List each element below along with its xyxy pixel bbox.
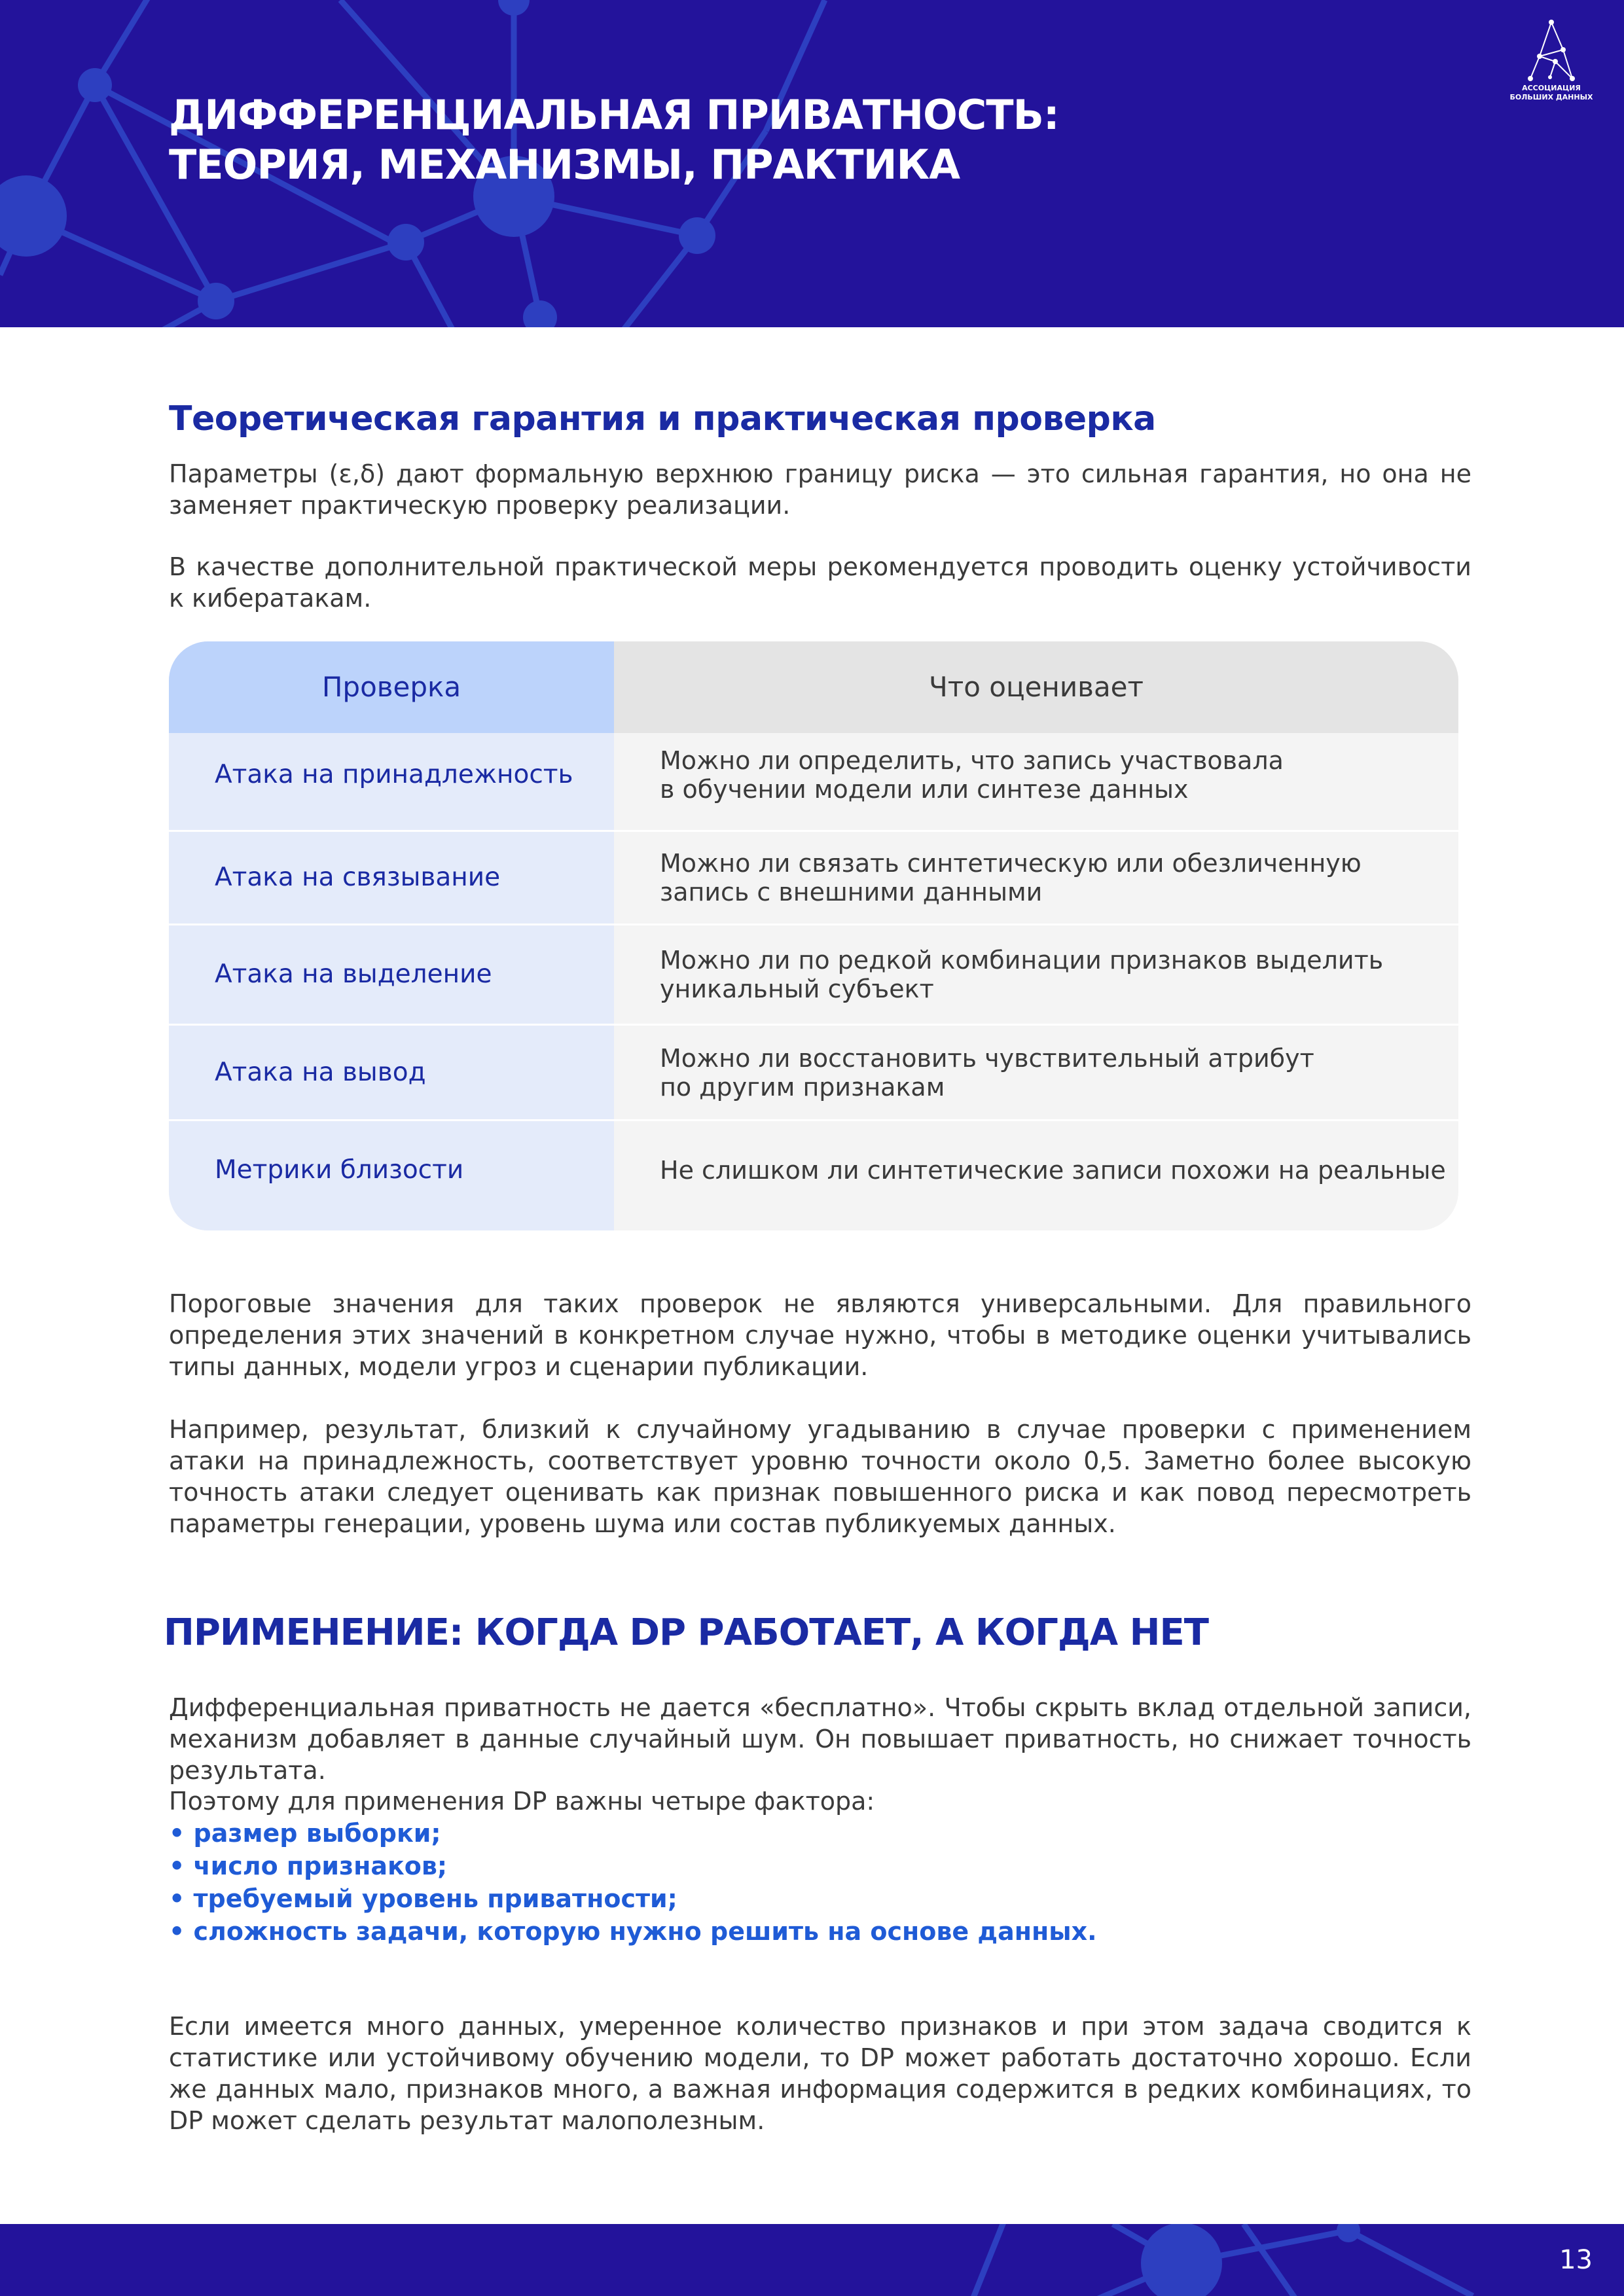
paragraph-example: Например, результат, близкий к случайному угадыванию в случае проверки с применением атаки на принадлежность, соответствует уровню точности около 0,5. Заметно более высокую точность атаки следует оценивать как признак повышенного риска и как повод пересмотреть параметры генерации, уровень шума или состав публикуемых данных. xyxy=(169,1415,1471,1538)
table-row xyxy=(169,832,1458,924)
constellation-logo-icon xyxy=(1525,18,1578,84)
paragraph-recommendation: В качестве дополнительной практической меры рекомендуется проводить оценку устойчивости к кибератакам. xyxy=(169,552,1471,613)
page-title-line-1: ДИФФЕРЕНЦИАЛЬНАЯ ПРИВАТНОСТЬ: xyxy=(169,91,1059,139)
page-title xyxy=(169,90,1059,190)
paragraph-thresholds: Пороговые значения для таких проверок не являются универсальными. Для правильного определения этих значений в конкретном случае нужно, чтобы в методике оценки учитывались типы данных, модели угроз и сценарии публикации. xyxy=(169,1289,1471,1381)
check-name: Атака на вывод xyxy=(215,1057,426,1087)
check-description xyxy=(660,832,1445,924)
check-name: Метрики близости xyxy=(215,1155,464,1185)
page-title-line-2: ТЕОРИЯ, МЕХАНИЗМЫ, ПРАКТИКА xyxy=(169,141,960,188)
section-heading-guarantee: Теоретическая гарантия и практическая проверка xyxy=(169,399,1156,439)
paragraph-conclusion: Если имеется много данных, умеренное количество признаков и при этом задача сводится к статистике или устойчивому обучению модели, то DP может работать достаточно хорошо. Если же данных мало, признаков много, а важная информация содержится в редких комбинациях, то DP может сделать результат малополезным. xyxy=(169,2012,1471,2135)
check-name: Атака на выделение xyxy=(215,960,492,989)
check-description xyxy=(660,1121,1445,1219)
section-heading-application: ПРИМЕНЕНИЕ: КОГДА DP РАБОТАЕТ, А КОГДА НЕТ xyxy=(164,1611,1208,1654)
logo-text-line-1: АССОЦИАЦИЯ xyxy=(1522,84,1581,92)
table-row xyxy=(169,1026,1458,1119)
check-name: Атака на связывание xyxy=(215,863,501,892)
check-description xyxy=(660,925,1445,1024)
list-item: • требуемый уровень приватности; xyxy=(169,1884,677,1913)
association-logo xyxy=(1499,18,1604,110)
page-number: 13 xyxy=(1559,2245,1593,2275)
list-item: • сложность задачи, которую нужно решить на основе данных. xyxy=(169,1917,1097,1946)
list-intro: Поэтому для применения DP важны четыре фактора: xyxy=(169,1787,875,1816)
check-description-line: Можно ли восстановить чувствительный атрибут xyxy=(660,1043,1314,1073)
check-description-line: Не слишком ли синтетические записи похожи на реальные xyxy=(660,1156,1446,1185)
check-description xyxy=(660,733,1445,817)
logo-text-line-2: БОЛЬШИХ ДАННЫХ xyxy=(1509,93,1593,101)
table-row xyxy=(169,733,1458,817)
check-name: Атака на принадлежность xyxy=(215,760,573,789)
table-row xyxy=(169,1121,1458,1219)
check-description-line: в обучении модели или синтезе данных xyxy=(660,775,1189,804)
footer-banner xyxy=(0,2224,1624,2296)
check-description-line: Можно ли определить, что запись участвовала xyxy=(660,746,1284,775)
paragraph-parameters: Параметры (ε,δ) дают формальную верхнюю границу риска — это сильная гарантия, но она не заменяет практическую проверку реализации. xyxy=(169,459,1471,520)
attack-checks-table xyxy=(169,641,1458,1230)
logo-text xyxy=(1499,84,1604,102)
list-item: • размер выборки; xyxy=(169,1819,441,1848)
check-description-line: запись с внешними данными xyxy=(660,878,1043,906)
header-banner xyxy=(0,0,1624,327)
paragraph-noise: Дифференциальная приватность не дается «бесплатно». Чтобы скрыть вклад отдельной записи, механизм добавляет в данные случайный шум. Он повышает приватность, но снижает точность результата. xyxy=(169,1693,1471,1785)
check-description xyxy=(660,1026,1445,1119)
footer-network-decoration xyxy=(0,2224,1624,2296)
check-description-line: Можно ли связать синтетическую или обезличенную xyxy=(660,849,1362,878)
factors-list xyxy=(169,1817,1097,1948)
list-item: • число признаков; xyxy=(169,1852,448,1880)
check-description-line: Можно ли по редкой комбинации признаков выделить xyxy=(660,946,1384,975)
table-header-evaluates: Что оценивает xyxy=(614,641,1458,733)
check-description-line: уникальный субъект xyxy=(660,975,934,1003)
table-header-check: Проверка xyxy=(169,641,614,733)
table-row xyxy=(169,925,1458,1024)
check-description-line: по другим признакам xyxy=(660,1072,945,1102)
